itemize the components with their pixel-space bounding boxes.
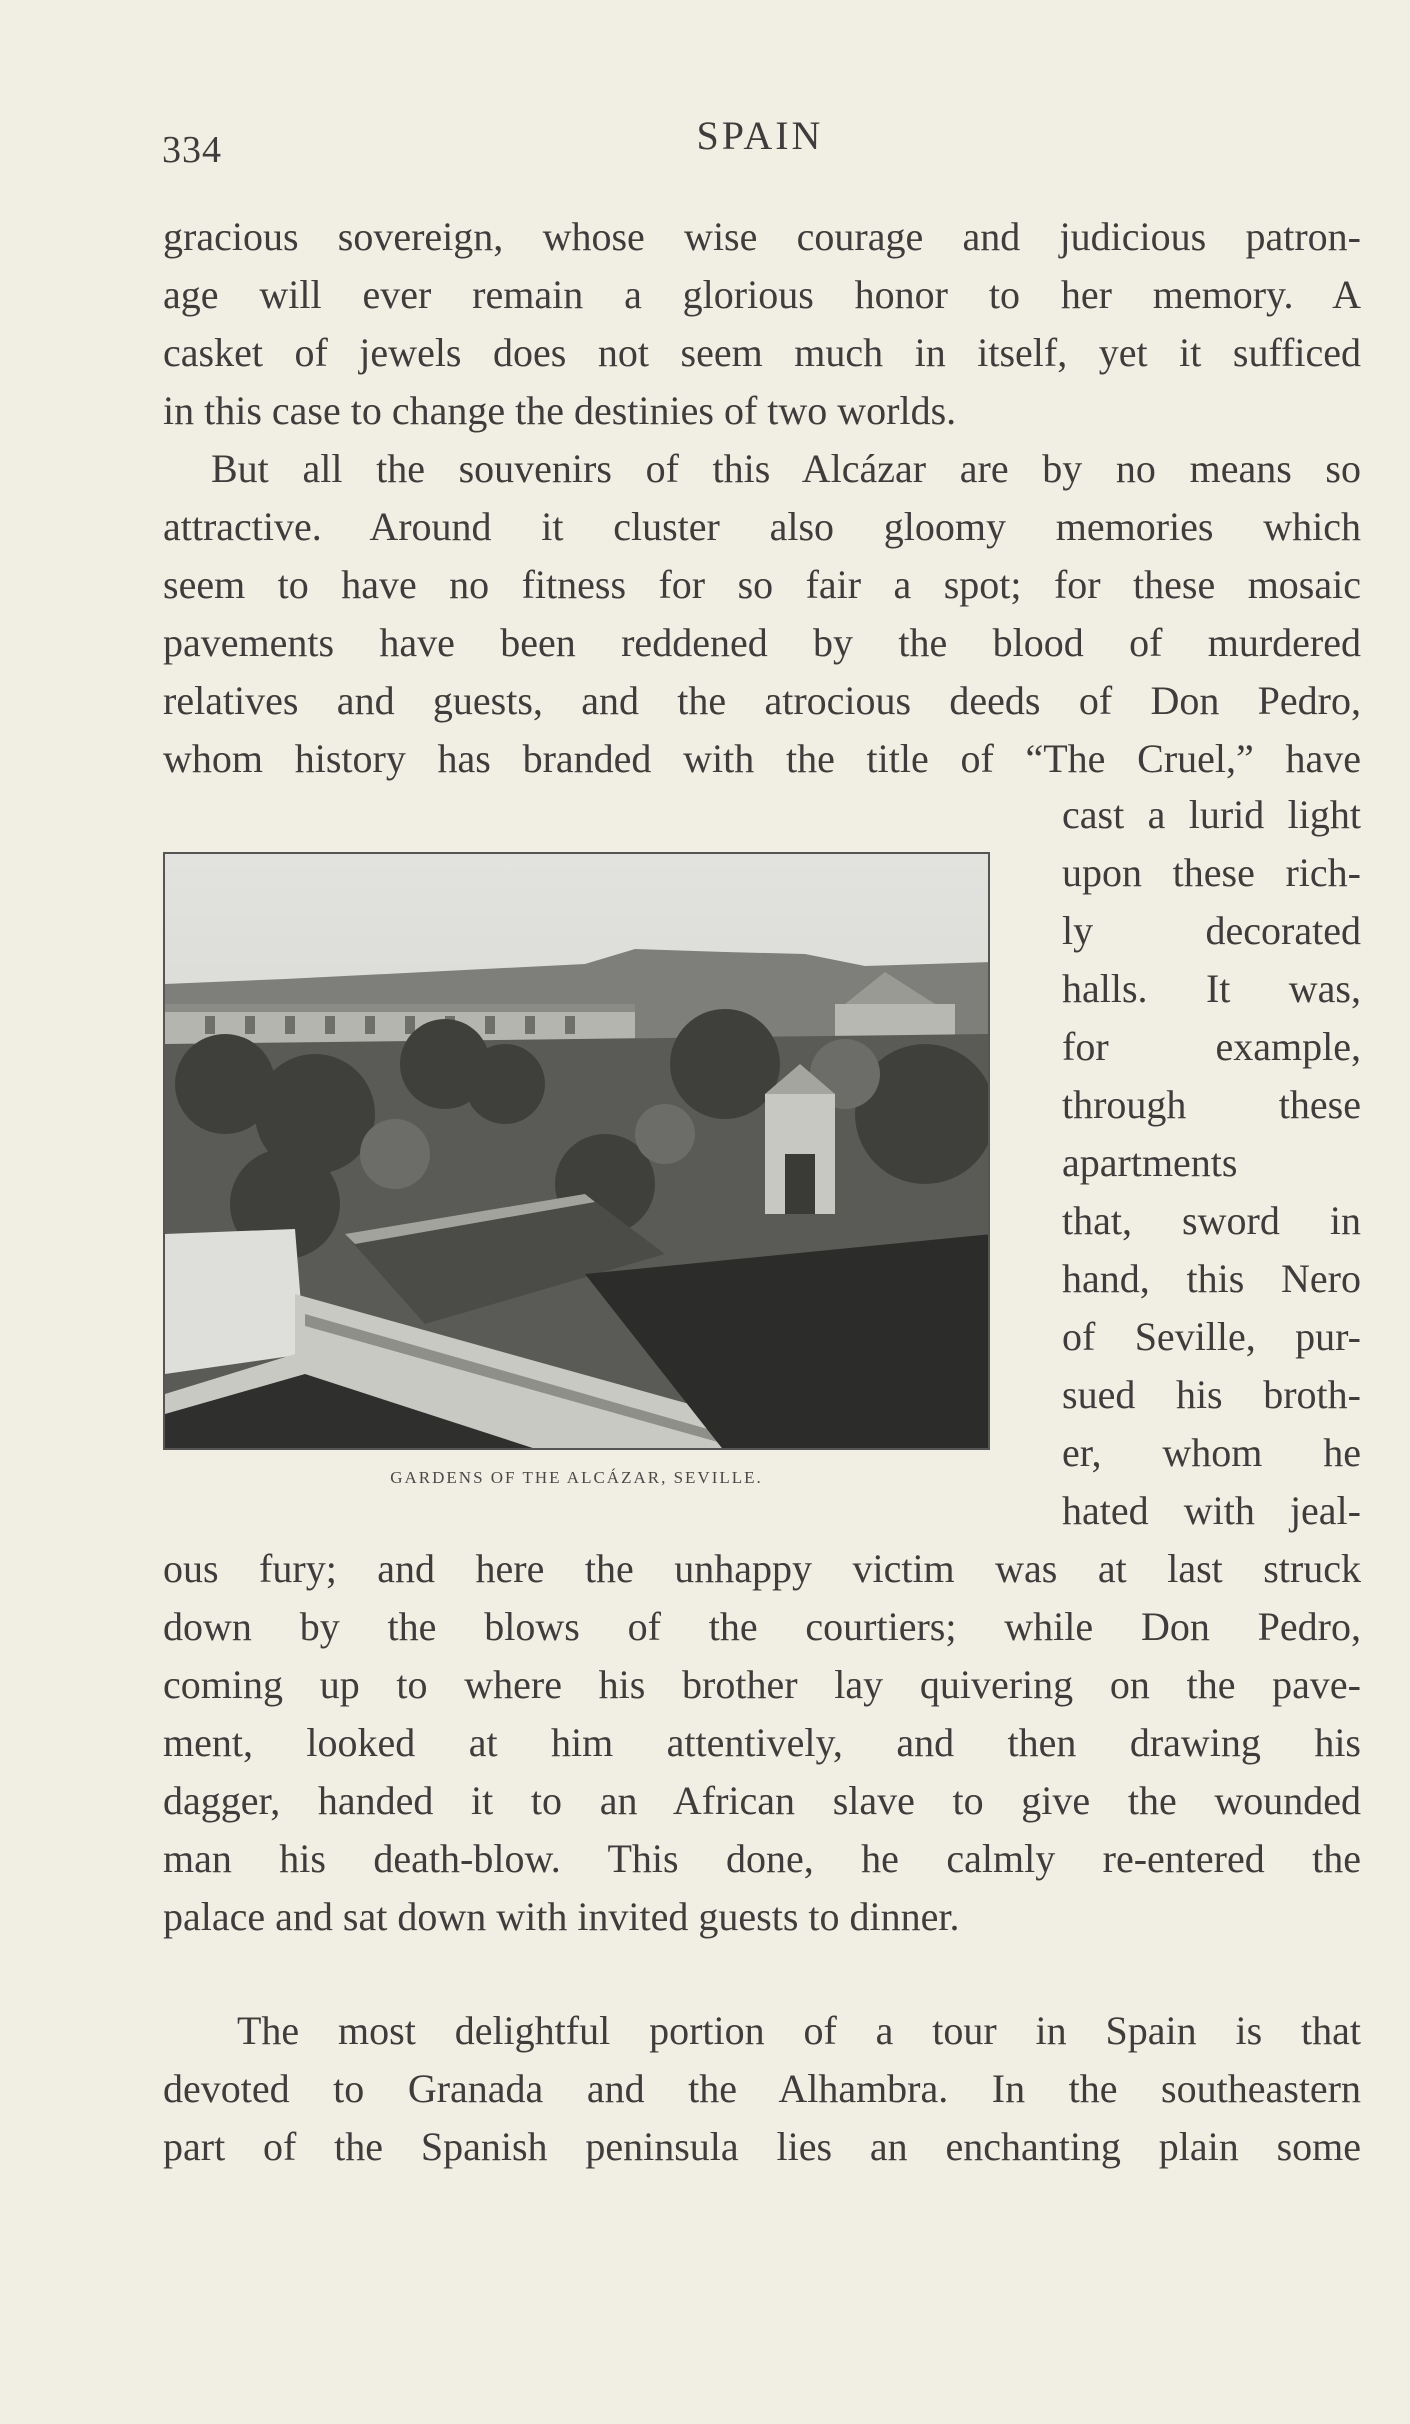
text-line: attractive. Around it cluster also gloomy memories which [163, 504, 1361, 549]
figure-caption: GARDENS OF THE ALCÁZAR, SEVILLE. [390, 1468, 763, 1487]
text-line: in this case to change the destinies of two worlds. [163, 388, 957, 433]
side-text-line: through these [1062, 1082, 1361, 1127]
text-line: relatives and guests, and the atrocious deeds of Don Pedro, [163, 678, 1361, 723]
text-line: seem to have no fitness for so fair a spot; for these mosaic [163, 562, 1361, 607]
text-line: ous fury; and here the unhappy victim was at last struck [163, 1546, 1361, 1591]
text-line: part of the Spanish peninsula lies an enchanting plain some [163, 2124, 1361, 2169]
side-text-line: er, whom he [1062, 1430, 1361, 1475]
text-line: devoted to Granada and the Alhambra. In the southeastern [163, 2066, 1361, 2111]
side-text-line: sued his broth- [1062, 1372, 1361, 1417]
page-number: 334 [162, 129, 222, 171]
side-text-line: of Seville, pur- [1062, 1314, 1361, 1359]
side-text-line: cast a lurid light [1062, 792, 1361, 837]
running-head: SPAIN [696, 113, 824, 158]
text-line: man his death-blow. This done, he calmly re-entered the [163, 1836, 1361, 1881]
text-line: ment, looked at him attentively, and then drawing his [163, 1720, 1361, 1765]
side-text-line: apartments [1062, 1140, 1238, 1185]
side-text-line: hand, this Nero [1062, 1256, 1361, 1301]
text-line: pavements have been reddened by the blood of murdered [163, 620, 1361, 665]
text-line: gracious sovereign, whose wise courage and judicious patron- [163, 214, 1361, 259]
side-text-line: upon these rich- [1062, 850, 1361, 895]
side-text-line: hated with jeal- [1062, 1488, 1361, 1533]
text-line: casket of jewels does not seem much in itself, yet it sufficed [163, 330, 1361, 375]
side-text-line: ly decorated [1062, 908, 1361, 953]
text-line: age will ever remain a glorious honor to her memory. A [163, 272, 1361, 317]
side-text-line: for example, [1062, 1024, 1361, 1069]
text-line: down by the blows of the courtiers; while Don Pedro, [163, 1604, 1361, 1649]
text-line: palace and sat down with invited guests to dinner. [163, 1894, 960, 1939]
side-text-line: halls. It was, [1062, 966, 1361, 1011]
text-line: whom history has branded with the title of “The Cruel,” have [163, 736, 1361, 781]
text-line: coming up to where his brother lay quivering on the pave- [163, 1662, 1361, 1707]
text-line: The most delightful portion of a tour in Spain is that [237, 2008, 1361, 2053]
text-line: But all the souvenirs of this Alcázar are by no means so [211, 446, 1361, 491]
side-text-line: that, sword in [1062, 1198, 1361, 1243]
garden-photograph [163, 852, 990, 1450]
text-line: dagger, handed it to an African slave to give the wounded [163, 1778, 1361, 1823]
